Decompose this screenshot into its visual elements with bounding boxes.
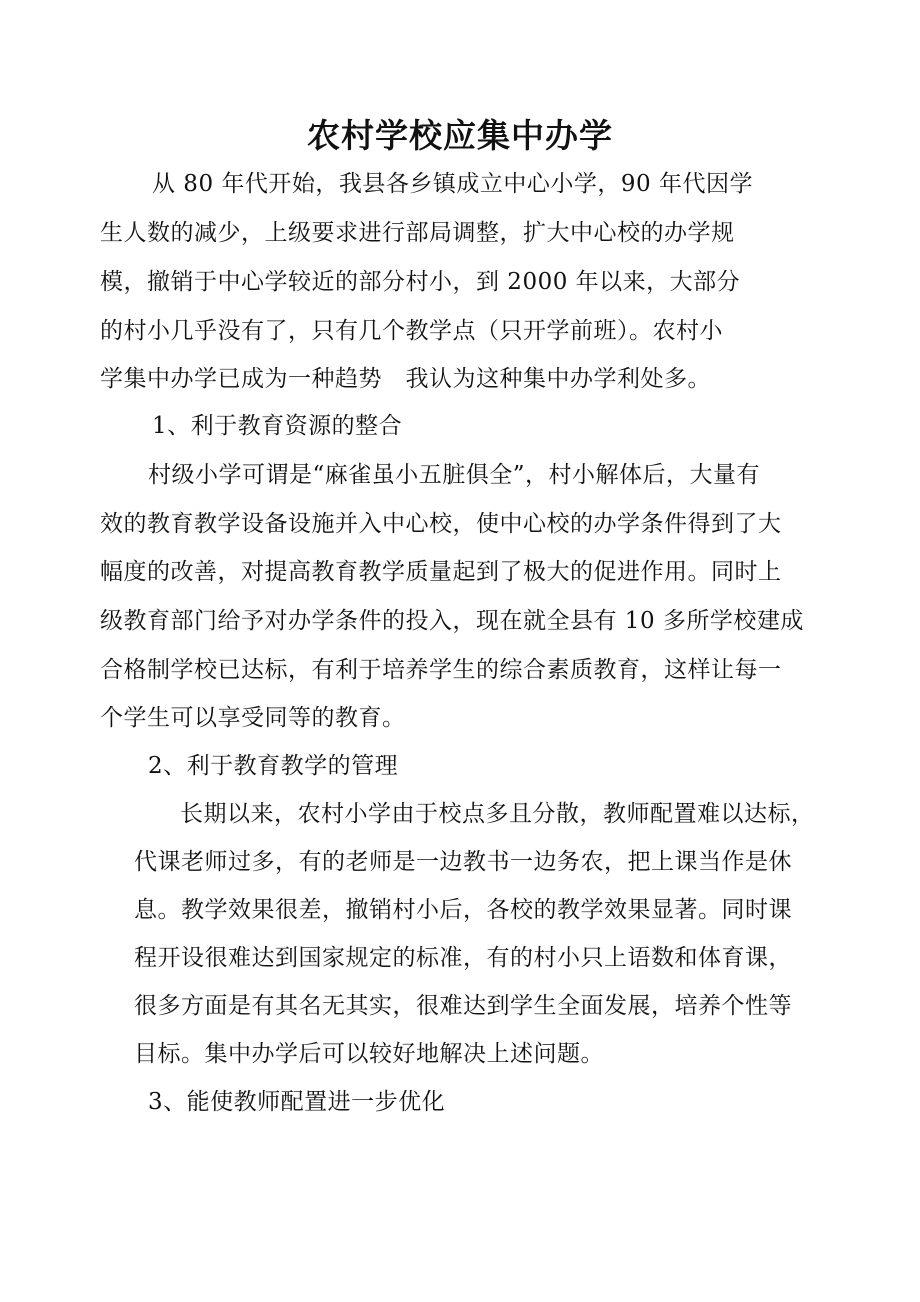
paragraph-line: 合格制学校已达标，有利于培养学生的综合素质教育，这样让每一 — [100, 657, 782, 683]
section-heading-3: 3、能使教师配置进一步优化 — [148, 1089, 446, 1115]
paragraph-line: 程开设很难达到国家规定的标准，有的村小只上语数和体育课， — [134, 945, 792, 971]
paragraph-line: 息。教学效果很差，撤销村小后，各校的教学效果显著。同时课 — [134, 897, 792, 923]
paragraph-line: 村级小学可谓是“麻雀虽小五脏俱全”，村小解体后，大量有 — [148, 462, 761, 488]
document-title: 农村学校应集中办学 — [307, 116, 613, 155]
paragraph-line: 长期以来，农村小学由于校点多且分散，教师配置难以达标， — [180, 801, 815, 827]
paragraph-line: 效的教育教学设备设施并入中心校，使中心校的办学条件得到了大 — [100, 511, 782, 537]
paragraph-line: 的村小几乎没有了，只有几个教学点（只开学前班）。农村小 — [100, 318, 723, 344]
paragraph-line: 个学生可以享受同等的教育。 — [100, 705, 406, 731]
section-heading-1: 1、利于教育资源的整合 — [152, 413, 403, 439]
section-heading-2: 2、利于教育教学的管理 — [148, 753, 399, 779]
paragraph-line: 生人数的减少，上级要求进行部局调整，扩大中心校的办学规 — [100, 220, 735, 246]
paragraph-line: 代课老师过多，有的老师是一边教书一边务农，把上课当作是休 — [134, 849, 792, 875]
paragraph-line: 幅度的改善，对提高教育教学质量起到了极大的促进作用。同时上 — [100, 559, 782, 585]
paragraph-line: 学集中办学已成为一种趋势 我认为这种集中办学利处多。 — [100, 366, 711, 392]
paragraph-line: 从 80 年代开始，我县各乡镇成立中心小学，90 年代因学 — [152, 171, 753, 197]
paragraph-line: 级教育部门给予对办学条件的投入，现在就全县有 10 多所学校建成 — [100, 608, 804, 634]
paragraph-line: 目标。集中办学后可以较好地解决上述问题。 — [134, 1041, 604, 1067]
paragraph-line: 模，撤销于中心学较近的部分村小，到 2000 年以来，大部分 — [100, 269, 741, 295]
paragraph-line: 很多方面是有其名无其实，很难达到学生全面发展，培养个性等 — [134, 993, 792, 1019]
